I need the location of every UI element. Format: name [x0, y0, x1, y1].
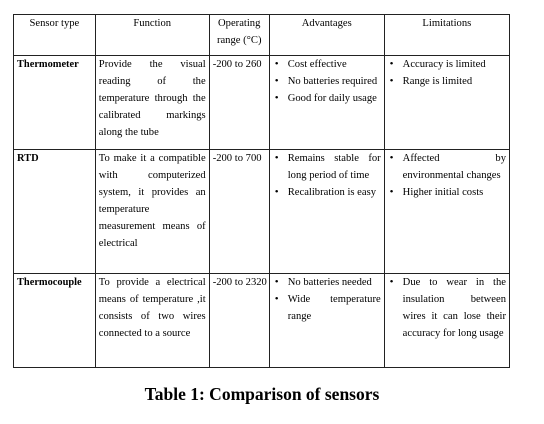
advantages-list — [273, 56, 381, 107]
list-item: • Remains stable for long period of time — [273, 150, 381, 184]
list-item: • Due to wear in the insulation between wires it can lose their accuracy for long usage — [388, 274, 506, 342]
header-range-line2: range (°C) — [216, 35, 262, 46]
header-range-line1: Operating — [218, 18, 261, 29]
limitations-cell — [384, 274, 509, 368]
limitations-list — [388, 56, 506, 90]
limitations-list — [388, 274, 506, 342]
limitations-list — [388, 150, 506, 201]
range-cell: -200 to 260 — [209, 56, 269, 150]
advantages-cell — [269, 56, 384, 150]
list-item: • No batteries required — [273, 73, 381, 90]
function-cell: Provide the visual reading of the temperature through the calibrated markings along the tube — [95, 56, 209, 150]
range-cell: -200 to 700 — [209, 150, 269, 274]
table-header-row — [14, 15, 510, 56]
header-advantages: Advantages — [269, 15, 384, 56]
list-item: • Wide temperature range — [273, 291, 381, 325]
sensor-type-cell: Thermometer — [14, 56, 96, 150]
list-item: • Cost effective — [273, 56, 381, 73]
header-limitations: Limitations — [384, 15, 509, 56]
sensor-type-cell: RTD — [14, 150, 96, 274]
list-item: • Range is limited — [388, 73, 506, 90]
advantages-cell — [269, 274, 384, 368]
limitations-cell — [384, 150, 509, 274]
advantages-list — [273, 150, 381, 201]
list-item: • Affected by environmental changes — [388, 150, 506, 184]
sensor-type-cell: Thermocouple — [14, 274, 96, 368]
limitations-cell — [384, 56, 509, 150]
sensor-comparison-table — [13, 14, 510, 368]
table-row — [14, 150, 510, 274]
table-row — [14, 274, 510, 368]
table-caption: Table 1: Comparison of sensors — [144, 384, 380, 404]
list-item: • No batteries needed — [273, 274, 381, 291]
advantages-cell — [269, 150, 384, 274]
list-item: • Higher initial costs — [388, 184, 506, 201]
function-cell: To make it a compatible with computerized system, it provides an temperature measurement means of electrical — [95, 150, 209, 274]
header-operating-range — [209, 15, 269, 56]
list-item: • Good for daily usage — [273, 90, 381, 107]
range-cell: -200 to 2320 — [209, 274, 269, 368]
header-function: Function — [95, 15, 209, 56]
list-item: • Accuracy is limited — [388, 56, 506, 73]
header-sensor-type: Sensor type — [14, 15, 96, 56]
table-row — [14, 56, 510, 150]
function-cell: To provide a electrical means of temperature ,it consists of two wires connected to a source — [95, 274, 209, 368]
advantages-list — [273, 274, 381, 325]
list-item: • Recalibration is easy — [273, 184, 381, 201]
